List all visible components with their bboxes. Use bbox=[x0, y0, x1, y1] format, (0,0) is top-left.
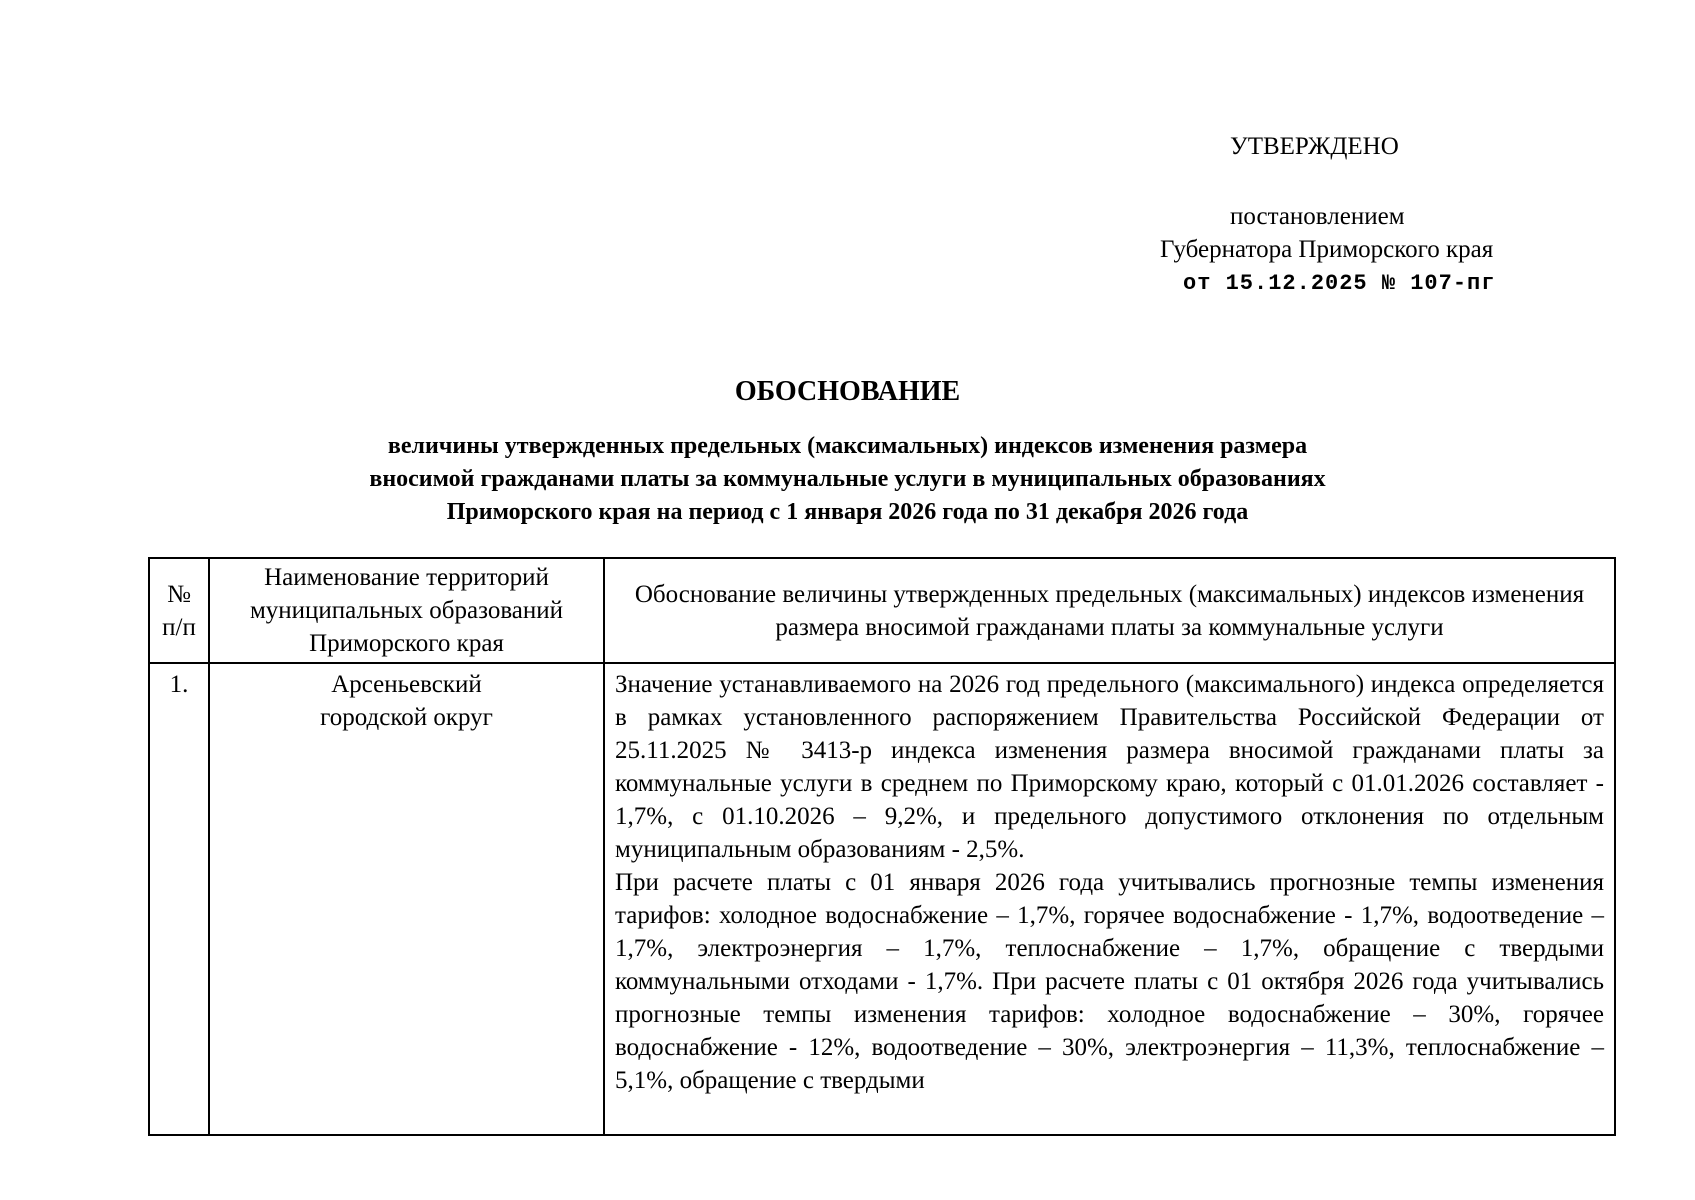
table-header-row bbox=[149, 558, 1615, 663]
basis-text bbox=[604, 663, 1615, 1135]
territory-name bbox=[209, 663, 604, 1135]
header-territory-name: Наименование территорий муниципальных образований Приморского края bbox=[209, 558, 604, 663]
subtitle-line: вносимой гражданами платы за коммунальные услуги в муниципальных образованиях bbox=[369, 466, 1326, 492]
territory-name-line: городской округ bbox=[320, 704, 493, 731]
row-number: 1. bbox=[149, 663, 209, 1135]
territory-name-line: Арсеньевский bbox=[331, 671, 482, 698]
header-number-line: № bbox=[167, 580, 191, 608]
header-number-line: п/п bbox=[162, 613, 196, 641]
document-subtitle bbox=[0, 430, 1695, 529]
subtitle-line: величины утвержденных предельных (максимальных) индексов изменения размера bbox=[387, 433, 1308, 459]
approval-stamp: УТВЕРЖДЕНО bbox=[1230, 133, 1399, 160]
basis-paragraph: При расчете платы с 01 января 2026 года учитывались прогнозные темпы изменения тарифов: холодное водоснабжение – 1,7%, горячее водоснабжение - 1,7%, водоотведение – 1,7%, электроэнергия – 1,7%, теплоснабжение – 1,7%, обращение с твердыми коммунальными отходами - 1,7%. При расчете платы с 01 октября 2026 года учитывались прогнозные темпы изменения тарифов: холодное водоснабжение – 30%, горячее водоснабжение - 12%, водоотведение – 30%, электроэнергия – 11,3%, теплоснабжение – 5,1%, обращение с твердыми bbox=[615, 869, 1604, 1094]
header-basis: Обоснование величины утвержденных предельных (максимальных) индексов изменения размера вносимой гражданами платы за коммунальные услуги bbox=[604, 558, 1615, 663]
basis-paragraph: Значение устанавливаемого на 2026 год предельного (максимального) индекса определяется в рамках установленного распоряжением Правительства Российской Федерации от 25.11.2025 № 3413-р индекса изменения размера вносимой гражданами платы за коммунальные услуги в среднем по Приморскому краю, который с 01.01.2026 составляет - 1,7%, с 01.10.2026 – 9,2%, и предельного допустимого отклонения по отдельным муниципальным образованиям - 2,5%. bbox=[615, 671, 1604, 863]
approval-authority: Губернатора Приморского края bbox=[1160, 236, 1494, 263]
subtitle-line: Приморского края на период с 1 января 2026 года по 31 декабря 2026 года bbox=[446, 499, 1249, 525]
decree-number: от 15.12.2025 № 107-пг bbox=[1183, 271, 1496, 296]
table-row bbox=[149, 663, 1615, 1135]
header-number bbox=[149, 558, 209, 663]
approval-by: постановлением bbox=[1230, 203, 1405, 230]
justification-table bbox=[148, 557, 1616, 1136]
document-title: ОБОСНОВАНИЕ bbox=[734, 376, 961, 407]
